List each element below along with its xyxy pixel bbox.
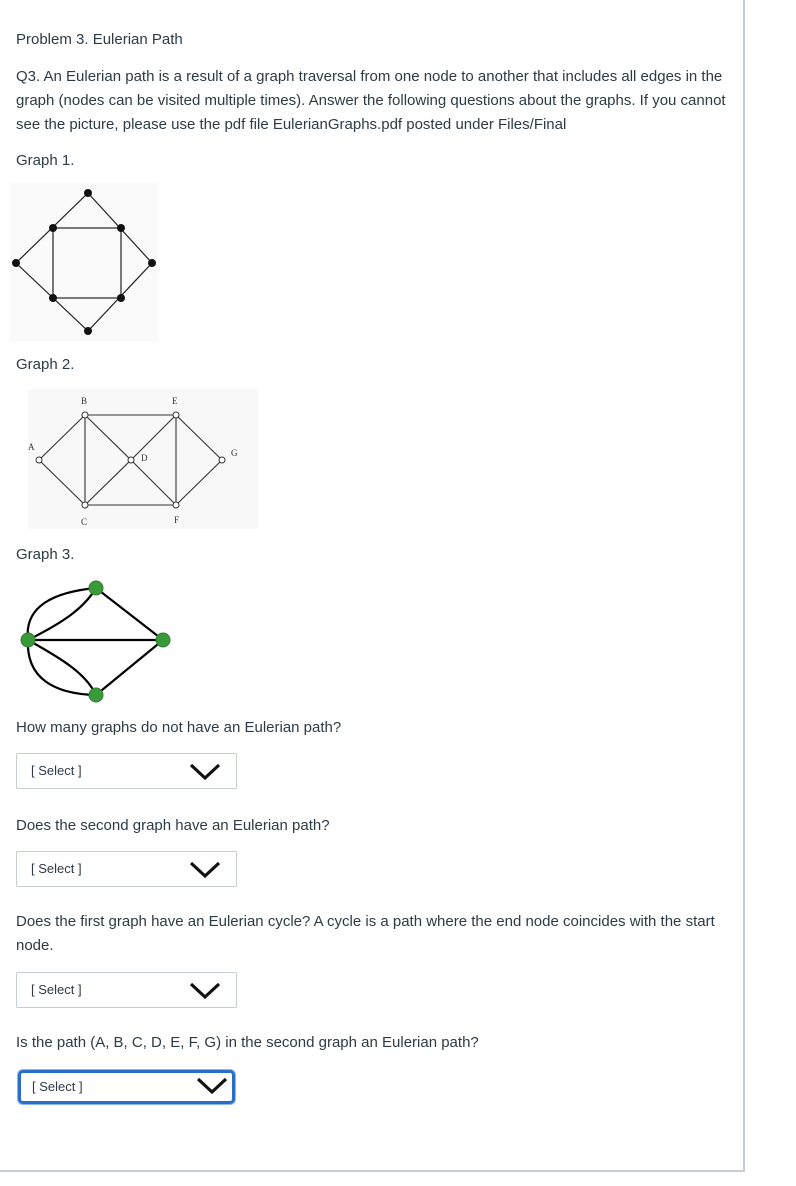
chevron-down-icon xyxy=(195,1076,229,1096)
chevron-down-icon xyxy=(188,981,222,1001)
graph2-image xyxy=(28,389,258,529)
graph2-node-a: A xyxy=(28,442,35,452)
graph2-node-c: C xyxy=(81,517,88,527)
question-4-select[interactable] xyxy=(18,1070,235,1104)
question-1-select[interactable] xyxy=(16,753,237,789)
graph1-label: Graph 1. xyxy=(16,152,75,169)
graph2-label: Graph 2. xyxy=(16,356,75,373)
chevron-down-icon xyxy=(188,762,222,782)
graph2-node-e: E xyxy=(172,396,178,406)
chevron-down-icon xyxy=(188,860,222,880)
question-3-text: Does the first graph have an Eulerian cycle? A cycle is a path where the end node coincides with the start node. xyxy=(16,913,715,954)
question-4-text: Is the path (A, B, C, D, E, F, G) in the second graph an Eulerian path? xyxy=(16,1034,479,1051)
question-1-text: How many graphs do not have an Eulerian path? xyxy=(16,719,342,736)
graph3-label: Graph 3. xyxy=(16,546,75,563)
question-2-select[interactable] xyxy=(16,851,237,887)
question-3-select-value: [ Select ] xyxy=(31,982,82,997)
problem-description: Q3. An Eulerian path is a result of a graph traversal from one node to another that includes all edges in the graph (nodes can be visited multiple times). Answer the following questions about the graphs. If you cannot see the picture, please use the pdf file EulerianGraphs.pdf posted under Files/Final xyxy=(16,68,726,133)
question-1-select-value: [ Select ] xyxy=(31,763,82,778)
graph1-image xyxy=(10,183,158,341)
graph2-node-b: B xyxy=(81,396,88,406)
graph2-node-d: D xyxy=(141,453,148,463)
question-2-select-value: [ Select ] xyxy=(31,861,82,876)
graph2-node-f: F xyxy=(174,515,180,525)
question-4-select-value: [ Select ] xyxy=(32,1079,83,1094)
problem-title: Problem 3. Eulerian Path xyxy=(16,31,183,48)
question-2-text: Does the second graph have an Eulerian path? xyxy=(16,817,330,834)
graph2-node-g: G xyxy=(231,448,238,458)
question-3-select[interactable] xyxy=(16,972,237,1008)
graph3-image xyxy=(14,578,178,706)
